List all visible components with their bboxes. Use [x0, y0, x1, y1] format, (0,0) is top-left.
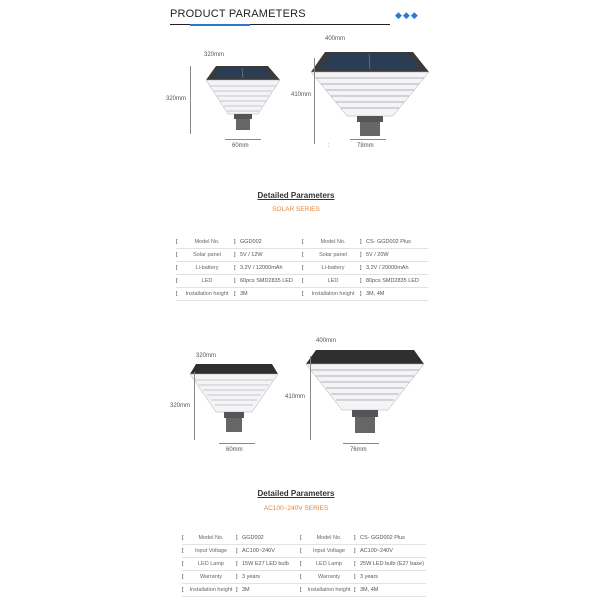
- solar-small-base-line: [225, 139, 261, 140]
- param-key: Model No.: [304, 532, 354, 545]
- param-value: 80pcs SMD2835 LED: [364, 275, 428, 288]
- param-value: 5V / 20W: [364, 249, 428, 262]
- ac-small-base-line: [219, 443, 255, 444]
- solar-large-height-line: [314, 58, 315, 144]
- param-key: Solar panel: [180, 249, 234, 262]
- ac-large-height-line: [310, 356, 311, 440]
- param-key: Model No.: [186, 532, 236, 545]
- table-row: [ Model No. ] GGD002 [ Model No. ] CS- GGD002 Plus: [176, 236, 428, 249]
- solar-small-height-line: [190, 66, 191, 134]
- solar-small-height-label: 320mm: [166, 96, 187, 102]
- param-key: LED Lamp: [186, 558, 236, 571]
- table-row: [ Solar panel ] 5V / 12W [ Solar panel ] 5V / 20W: [176, 249, 428, 262]
- param-key: LED: [306, 275, 360, 288]
- param-value: 3M, 4M: [358, 584, 426, 597]
- param-key: Installation height: [306, 288, 360, 301]
- param-key: Input Voltage: [186, 545, 236, 558]
- solar-small-width-label: 320mm: [204, 52, 225, 58]
- table-row: [ LED ] 60pcs SMD2835 LED [ LED ] 80pcs SMD2835 LED: [176, 275, 428, 288]
- table-row: [ Installation height ] 3M [ Installation height ] 3M, 4M: [182, 584, 426, 597]
- param-key: Model No.: [180, 236, 234, 249]
- param-key: LED: [180, 275, 234, 288]
- table-row: [ Model No. ] GGD002 [ Model No. ] CS- GGD002 Plus: [182, 532, 426, 545]
- param-key: Installation height: [186, 584, 236, 597]
- title-accent-bar: [190, 24, 250, 26]
- param-value: 3.2V / 20000mAh: [364, 262, 428, 275]
- ac-large-base-line: [343, 443, 379, 444]
- solar-small-base-label: 60mm: [232, 143, 249, 149]
- param-value: 3 years: [240, 571, 300, 584]
- param-value: 3M: [240, 584, 300, 597]
- table-row: [ Warranty ] 3 years [ Warranty ] 3 years: [182, 571, 426, 584]
- param-key: Solar panel: [306, 249, 360, 262]
- param-value: GGD002: [238, 236, 302, 249]
- table-row: [ Input Voltage ] AC100~240V [ Input Voltage ] AC100~240V: [182, 545, 426, 558]
- ac-small-base-label: 60mm: [226, 447, 243, 453]
- table-row: [ LED Lamp ] 15W E27 LED bulb [ LED Lamp ] 25W LED bulb (E27 base): [182, 558, 426, 571]
- param-value: GGD002: [240, 532, 300, 545]
- param-key: Warranty: [304, 571, 354, 584]
- ac-lamp-small-image: [186, 360, 282, 444]
- param-value: 25W LED bulb (E27 base): [358, 558, 426, 571]
- separator-mark: :: [328, 143, 330, 149]
- ac-small-height-line: [194, 372, 195, 440]
- ac-large-height-label: 410mm: [285, 394, 306, 400]
- param-key: Li-battery: [180, 262, 234, 275]
- param-key: Installation height: [304, 584, 354, 597]
- param-key: Warranty: [186, 571, 236, 584]
- table-row: [ Installation height ] 3M [ Installation height ] 3M, 4M: [176, 288, 428, 301]
- solar-large-width-label: 400mm: [325, 36, 346, 42]
- solar-parameters-table: [176, 236, 428, 301]
- param-value: 15W E27 LED bulb: [240, 558, 300, 571]
- param-value: AC100~240V: [240, 545, 300, 558]
- ac-section-title: Detailed Parameters: [257, 489, 335, 498]
- param-value: 60pcs SMD2835 LED: [238, 275, 302, 288]
- solar-lamp-large-image: [305, 44, 435, 144]
- solar-lamp-small-image: [198, 58, 288, 138]
- param-value: 3 years: [358, 571, 426, 584]
- ac-large-width-label: 400mm: [316, 338, 337, 344]
- ac-small-height-label: 320mm: [170, 403, 191, 409]
- param-key: Li-battery: [306, 262, 360, 275]
- param-value: CS- GGD002 Plus: [358, 532, 426, 545]
- ac-parameters-table: [182, 532, 426, 597]
- param-value: 5V / 12W: [238, 249, 302, 262]
- solar-large-base-line: [350, 139, 386, 140]
- page-title: PRODUCT PARAMETERS: [170, 8, 306, 20]
- param-key: Input Voltage: [304, 545, 354, 558]
- ac-small-width-label: 320mm: [196, 353, 217, 359]
- solar-large-base-label: 78mm: [357, 143, 374, 149]
- solar-section-title: Detailed Parameters: [257, 191, 335, 200]
- ac-lamp-large-image: [300, 346, 430, 446]
- param-key: Model No.: [306, 236, 360, 249]
- diamond-decoration-icon: ◆◆◆: [395, 10, 419, 20]
- param-value: 3.2V / 12000mAh: [238, 262, 302, 275]
- param-key: Installation height: [180, 288, 234, 301]
- table-row: [ Li-battery ] 3.2V / 12000mAh [ Li-battery ] 3.2V / 20000mAh: [176, 262, 428, 275]
- param-value: 3M, 4M: [364, 288, 428, 301]
- ac-section-subtitle: AC100~240V SERIES: [263, 505, 329, 512]
- solar-large-height-label: 410mm: [291, 92, 312, 98]
- param-value: CS- GGD002 Plus: [364, 236, 428, 249]
- param-value: 3M: [238, 288, 302, 301]
- param-value: AC100~240V: [358, 545, 426, 558]
- solar-section-subtitle: SOLAR SERIES: [272, 206, 320, 213]
- ac-large-base-label: 76mm: [350, 447, 367, 453]
- param-key: LED Lamp: [304, 558, 354, 571]
